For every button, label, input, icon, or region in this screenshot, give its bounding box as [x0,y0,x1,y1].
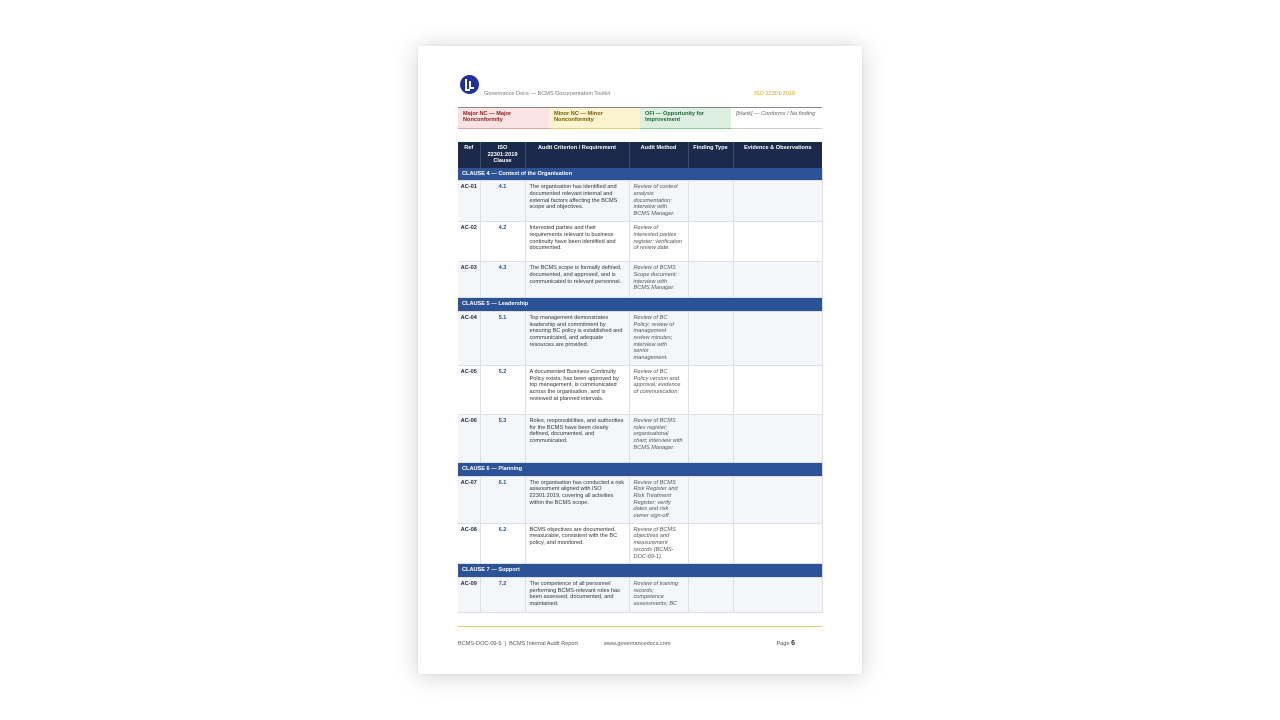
ref-cell: AC-02 [458,222,480,262]
evidence-cell[interactable] [733,414,822,462]
iso-clause-cell: 4.3 [480,262,525,298]
legend-minor-nc: Minor NC — Minor Nonconformity [549,108,640,129]
audit-method-cell: Review of BCMS Risk Register and Risk Treatment Register; verify dates and risk owner sign-off. [629,476,688,523]
evidence-cell[interactable] [733,311,822,365]
clause-title: CLAUSE 7 — Support [458,564,822,578]
finding-type-cell[interactable] [688,365,733,414]
clause-title: CLAUSE 4 — Context of the Organisation [458,168,822,181]
evidence-cell[interactable] [733,577,822,612]
table-row [458,577,822,612]
table-row [458,365,822,414]
iso-clause-cell: 7.2 [480,577,525,612]
audit-method-cell: Review of BCMS objectives and measurement records (BCMS-DOC-09-1). [629,523,688,564]
criterion-cell: Roles, responsibilities, and authorities for the BCMS have been clearly defined, documented, and communicated. [525,414,629,462]
audit-method-cell: Review of interested parties register; verification of review date. [629,222,688,262]
finding-type-cell[interactable] [688,311,733,365]
iso-clause-cell: 5.3 [480,414,525,462]
finding-type-cell[interactable] [688,476,733,523]
iso-clause-cell: 4.2 [480,222,525,262]
finding-type-cell[interactable] [688,262,733,298]
finding-type-cell[interactable] [688,222,733,262]
criterion-cell: The BCMS scope is formally defined, documented, and approved, and is communicated to relevant personnel. [525,262,629,298]
evidence-cell[interactable] [733,523,822,564]
clause-header-row [458,462,822,476]
legend-major-nc: Major NC — Major Nonconformity [458,108,549,129]
finding-type-cell[interactable] [688,577,733,612]
ref-cell: AC-01 [458,181,480,222]
clause-title: CLAUSE 6 — Planning [458,462,822,476]
audit-method-cell: Review of training records; competence assessments; BC [629,577,688,612]
clause-header-row [458,168,822,181]
header-title: Governance Docs — BCMS Documentation Toolkit [484,91,611,97]
iso-clause-cell: 6.2 [480,523,525,564]
column-header-iso-clause: ISO 22301:2019 Clause [480,142,525,168]
criterion-cell: The organisation has conducted a risk assessment aligned with ISO 22301:2019, covering all activities within the BCMS scope. [525,476,629,523]
audit-method-cell: Review of BCMS roles register; organisational chart; interview with BCMS Manager. [629,414,688,462]
table-row [458,311,822,365]
document-page [418,46,862,674]
ref-cell: AC-07 [458,476,480,523]
iso-clause-cell: 6.1 [480,476,525,523]
finding-type-cell[interactable] [688,523,733,564]
criterion-cell: A documented Business Continuity Policy exists, has been approved by top management, is communicated across the organisation, and is reviewed at planned intervals. [525,365,629,414]
evidence-cell[interactable] [733,476,822,523]
iso-clause-cell: 4.1 [480,181,525,222]
footer-page-value: 6 [791,640,795,647]
evidence-cell[interactable] [733,365,822,414]
audit-method-cell: Review of BCMS Scope document; interview with BCMS Manager. [629,262,688,298]
evidence-cell[interactable] [733,181,822,222]
criterion-cell: BCMS objectives are documented, measurable, consistent with the BC policy, and monitored. [525,523,629,564]
iso-clause-cell: 5.1 [480,311,525,365]
table-header-row [458,142,822,168]
governance-docs-logo-icon [460,75,479,94]
audit-method-cell: Review of BC Policy; review of management review minutes; interview with senior management. [629,311,688,365]
finding-type-cell[interactable] [688,181,733,222]
table-row [458,262,822,298]
ref-cell: AC-03 [458,262,480,298]
clause-header-row [458,298,822,312]
column-header-evidence: Evidence & Observations [733,142,822,168]
finding-type-cell[interactable] [688,414,733,462]
clause-header-row [458,564,822,578]
footer-page-label: Page [776,641,790,647]
ref-cell: AC-08 [458,523,480,564]
table-row [458,222,822,262]
criterion-cell: Top management demonstrates leadership and commitment by ensuring BC policy is established and communicated, and adequate resources are provided. [525,311,629,365]
table-row [458,181,822,222]
audit-method-cell: Review of BC Policy version and approval; evidence of communication. [629,365,688,414]
footer-url: www.governancedocs.com [604,641,671,647]
audit-checklist-table [458,142,823,613]
legend-conforms: [blank] — Conforms / No finding [731,108,822,129]
header-standard: ISO 22301:2019 [754,91,795,97]
criterion-cell: Interested parties and their requirements relevant to business continuity have been identified and documented. [525,222,629,262]
ref-cell: AC-06 [458,414,480,462]
column-header-criterion: Audit Criterion / Requirement [525,142,629,168]
column-header-ref: Ref [458,142,480,168]
footer-divider [458,626,822,627]
column-header-method: Audit Method [629,142,688,168]
criterion-cell: The competence of all personnel performing BCMS-relevant roles has been assessed, documented, and maintained. [525,577,629,612]
table-row [458,523,822,564]
evidence-cell[interactable] [733,222,822,262]
footer-doc-ref: BCMS-DOC-09-5 | BCMS Internal Audit Report [458,641,578,647]
ref-cell: AC-05 [458,365,480,414]
audit-method-cell: Review of context analysis documentation; interview with BCMS Manager. [629,181,688,222]
iso-clause-cell: 5.2 [480,365,525,414]
criterion-cell: The organisation has identified and documented relevant internal and external factors affecting the BCMS scope and objectives. [525,181,629,222]
legend-ofi: OFI — Opportunity for Improvement [640,108,731,129]
clause-title: CLAUSE 5 — Leadership [458,298,822,312]
table-row [458,476,822,523]
ref-cell: AC-09 [458,577,480,612]
table-row [458,414,822,462]
footer-page-number [776,640,795,647]
column-header-finding-type: Finding Type [688,142,733,168]
finding-legend [458,107,822,129]
ref-cell: AC-04 [458,311,480,365]
evidence-cell[interactable] [733,262,822,298]
